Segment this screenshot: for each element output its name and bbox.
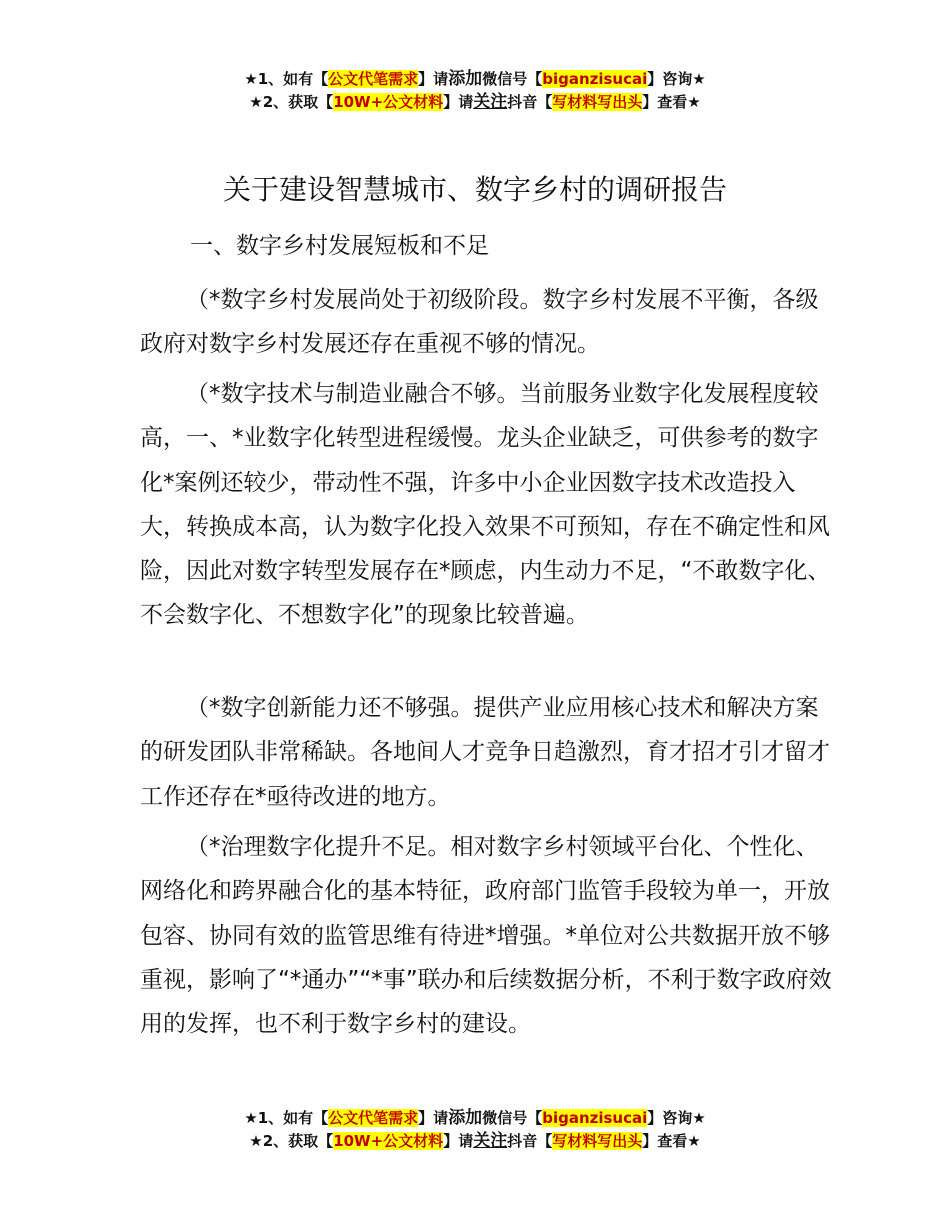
banner-text: 抖音【 — [507, 1132, 553, 1150]
paragraph-2 — [140, 372, 840, 638]
banner-line-2 — [0, 1130, 950, 1153]
footer-banner — [0, 1107, 950, 1153]
banner-text: ★2、获取【 — [249, 1132, 334, 1150]
banner-text: ★2、获取【 — [249, 93, 334, 111]
banner-text: ★1、如有【 — [244, 1109, 329, 1127]
banner-account-name: 写材料写出头 — [552, 93, 643, 111]
banner-line-1 — [0, 68, 950, 91]
banner-text: 抖音【 — [507, 93, 553, 111]
paragraph-1 — [140, 278, 840, 367]
header-banner — [0, 68, 950, 114]
document-title: 关于建设智慧城市、数字乡村的调研报告 — [222, 173, 727, 206]
banner-line-2 — [0, 91, 950, 114]
banner-text: 】请 — [418, 1109, 449, 1127]
banner-text: 】咨询★ — [647, 1109, 706, 1127]
banner-highlight: 10W+公文材料 — [333, 1132, 444, 1150]
banner-text: 】咨询★ — [647, 70, 706, 88]
banner-highlight: 10W+公文材料 — [333, 93, 444, 111]
paragraph-text: （*数字创新能力还不够强。提供产业应用核心技术和解决方案的研发团队非常稀缺。各地间人才竞争日趋激烈，育才招才引才留才工作还存在*亟待改进的地方。 — [140, 695, 830, 810]
banner-wechat-id: biganzisucai — [542, 70, 648, 88]
banner-wechat-id: biganzisucai — [542, 1109, 648, 1127]
banner-text: 关注 — [473, 1131, 508, 1151]
section-heading: 一、数字乡村发展短板和不足 — [190, 233, 489, 259]
banner-text: 关注 — [473, 92, 508, 112]
banner-text: 微信号【 — [482, 1109, 543, 1127]
banner-highlight: 公文代笔需求 — [328, 1109, 419, 1127]
banner-text: 】请 — [443, 93, 474, 111]
banner-text: 】请 — [443, 1132, 474, 1150]
banner-text: 】查看★ — [642, 1132, 701, 1150]
paragraph-4 — [140, 825, 840, 1046]
banner-highlight: 公文代笔需求 — [328, 70, 419, 88]
paragraph-text: （*数字乡村发展尚处于初级阶段。数字乡村发展不平衡，各级政府对数字乡村发展还存在重视不够的情况。 — [140, 287, 819, 358]
paragraph-text: （*数字技术与制造业融合不够。当前服务业数字化发展程度较高，一、*业数字化转型进程缓慢。龙头企业缺乏，可供参考的数字化*案例还较少，带动性不强，许多中小企业因数字技术改造投入大，转换成本高，认为数字化投入效果不可预知，存在不确定性和风险，因此对数字转型发展存在*顾虑，内生动力不足，“不敢数字化、不会数字化、不想数字化”的现象比较普遍。 — [140, 381, 831, 629]
banner-text: 】查看★ — [642, 93, 701, 111]
banner-text: 添加 — [448, 69, 483, 89]
banner-account-name: 写材料写出头 — [552, 1132, 643, 1150]
banner-text: 】请 — [418, 70, 449, 88]
banner-text: ★1、如有【 — [244, 70, 329, 88]
banner-text: 添加 — [448, 1108, 483, 1128]
banner-line-1 — [0, 1107, 950, 1130]
paragraph-3 — [140, 686, 840, 819]
paragraph-text: （*治理数字化提升不足。相对数字乡村领域平台化、个性化、网络化和跨界融合化的基本特征，政府部门监管手段较为单一，开放包容、协同有效的监管思维有待进*增强。*单位对公共数据开放不够重视，影响了“*通办”“*事”联办和后续数据分析，不利于数字政府效用的发挥，也不利于数字乡村的建设。 — [140, 834, 832, 1038]
banner-text: 微信号【 — [482, 70, 543, 88]
